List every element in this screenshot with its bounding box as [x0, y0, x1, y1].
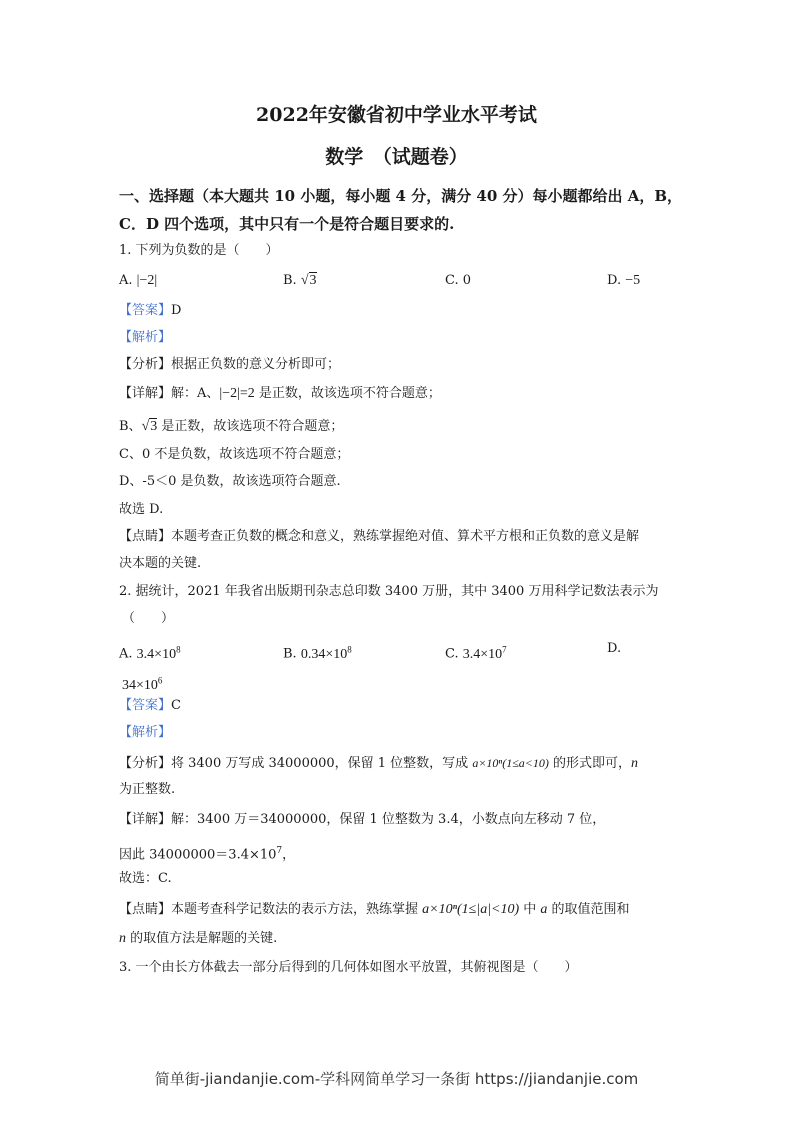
q1-detail-a-math: |−2|=2 [219, 386, 255, 401]
q2-option-d-math [122, 672, 162, 694]
q1-detail-b-math: √3 [141, 419, 158, 434]
q2-fenxi-n: n [631, 756, 639, 771]
q2-fenxi-line2: 为正整数. [119, 782, 176, 797]
q1-choose: 故选 D. [119, 502, 164, 517]
page-subtitle: 数学 （试题卷） [325, 146, 468, 168]
q2-xiangjie-line2 [119, 843, 295, 863]
q1-answer [119, 303, 181, 319]
q2-option-d-exp: 6 [157, 675, 163, 685]
q2-fenxi-math: a×10ⁿ(1≤a<10) [472, 756, 549, 770]
q2-option-b-math [300, 644, 352, 662]
q2-answer-tag: 【答案】 [119, 698, 172, 713]
q1-option-d [607, 273, 640, 289]
q1-option-c: C. 0 [445, 273, 472, 288]
q2-option-a [119, 641, 181, 663]
q2-option-c-label: C. [445, 646, 459, 662]
q2-answer-value: C [171, 698, 181, 713]
q1-detail-a-post: 是正数，故该选项不符合题意； [254, 386, 441, 401]
q2-option-c-exp: 7 [502, 644, 507, 654]
section-header-line1: 一、选择题（本大题共 10 小题，每小题 4 分，满分 40 分）每小题都给出 A，B， [119, 187, 683, 205]
q1-detail-b-pre: B、 [119, 419, 142, 434]
footer-watermark: 简单街-jiandanjie.com-学科网简单学习一条街 https://jiandanjie.com [154, 1070, 639, 1088]
q1-option-b [283, 273, 317, 289]
q2-option-b-exp: 8 [347, 644, 352, 654]
q2-dianjing-n: n [119, 931, 126, 946]
q2-option-c-math [462, 644, 507, 662]
q1-detail-a [119, 386, 441, 402]
q2-fenxi-line1 [119, 755, 638, 772]
q2-dianjing-line2 [119, 931, 277, 947]
q1-option-a-label: A. [119, 273, 133, 288]
q2-fenxi-b: 的形式即可， [548, 756, 632, 771]
q2-option-a-math [136, 644, 181, 662]
q1-stem: 1. 下列为负数的是（ ） [119, 243, 279, 258]
q2-dianjing-line1 [119, 902, 630, 918]
q1-detail-b [119, 419, 343, 435]
q2-option-a-base: 3.4×10 [136, 646, 177, 662]
q1-option-a-math: |−2| [136, 273, 158, 288]
q2-xiangjie-a: 因此 34000000＝3.4×10 [119, 847, 277, 863]
q2-xiangjie-line1: 【详解】解：3400 万＝34000000，保留 1 位整数为 3.4，小数点向左移动 7 位， [119, 812, 606, 827]
q2-option-d-base: 34×10 [122, 677, 158, 693]
q1-option-a [119, 273, 157, 289]
q2-answer [119, 698, 181, 714]
q2-option-c [445, 641, 507, 663]
q2-fenxi-a: 【分析】将 3400 万写成 34000000，保留 1 位整数，写成 [119, 756, 473, 771]
q2-option-d-math-inner [122, 675, 163, 693]
page-title: 2022年安徽省初中学业水平考试 [256, 104, 537, 126]
q1-option-d-label: D. [607, 273, 622, 288]
q3-stem: 3. 一个由长方体截去一部分后得到的几何体如图水平放置，其俯视图是（ ） [119, 960, 578, 975]
q1-answer-value: D [171, 303, 182, 318]
q1-option-b-label: B. [283, 273, 297, 288]
q1-detail-d: D、-5＜0 是负数，故该选项符合题意. [119, 474, 341, 489]
q1-detail-c: C、0 不是负数，故该选项不符合题意； [119, 447, 350, 462]
q2-stem-line2: （ ） [122, 611, 175, 626]
q2-option-b [283, 641, 352, 663]
q1-option-b-math: √3 [300, 273, 317, 288]
q2-option-b-label: B. [283, 646, 297, 662]
q1-detail-b-radicand: 3 [150, 419, 158, 434]
q1-fenxi: 【分析】根据正负数的意义分析即可； [119, 357, 341, 372]
q1-detail-a-pre: 【详解】解：A、 [119, 386, 220, 401]
q2-stem-line1: 2. 据统计，2021 年我省出版期刊杂志总印数 3400 万册，其中 3400 万用科学记数法表示为 [119, 584, 659, 599]
q2-option-d-label: D. [607, 641, 622, 656]
q2-dianjing-c: 的取值范围和 [547, 902, 630, 917]
q1-answer-tag: 【答案】 [119, 303, 172, 318]
q2-dianjing-a: 【点睛】本题考查科学记数法的表示方法，熟练掌握 [119, 902, 423, 917]
q2-option-b-base: 0.34×10 [300, 646, 348, 662]
q1-option-b-radicand: 3 [309, 273, 317, 288]
q2-option-a-exp: 8 [176, 644, 181, 654]
section-header-line2: C．D 四个选项，其中只有一个是符合题目要求的. [119, 215, 455, 233]
q1-analysis-tag: 【解析】 [119, 330, 172, 345]
q2-dianjing-math: a×10ⁿ(1≤|a|<10) [422, 902, 520, 917]
q2-option-c-base: 3.4×10 [462, 646, 503, 662]
q2-dianjing-tail: 的取值方法是解题的关键. [126, 931, 278, 946]
q1-detail-b-post: 是正数，故该选项不符合题意； [157, 419, 344, 434]
q2-choose: 故选：C. [119, 871, 172, 886]
q2-dianjing-a-var: a [540, 902, 548, 917]
q1-dianjing-line2: 决本题的关键. [119, 556, 202, 571]
q2-analysis-tag: 【解析】 [119, 725, 172, 740]
q1-dianjing-line1: 【点睛】本题考查正负数的概念和意义，熟练掌握绝对值、算术平方根和正负数的意义是解 [119, 529, 640, 544]
q1-option-d-math: −5 [625, 273, 641, 288]
q2-option-a-label: A. [119, 646, 133, 662]
q2-xiangjie-exp: 7 [276, 846, 283, 856]
q2-xiangjie-b: ， [282, 847, 296, 863]
q2-dianjing-b: 中 [519, 902, 541, 917]
